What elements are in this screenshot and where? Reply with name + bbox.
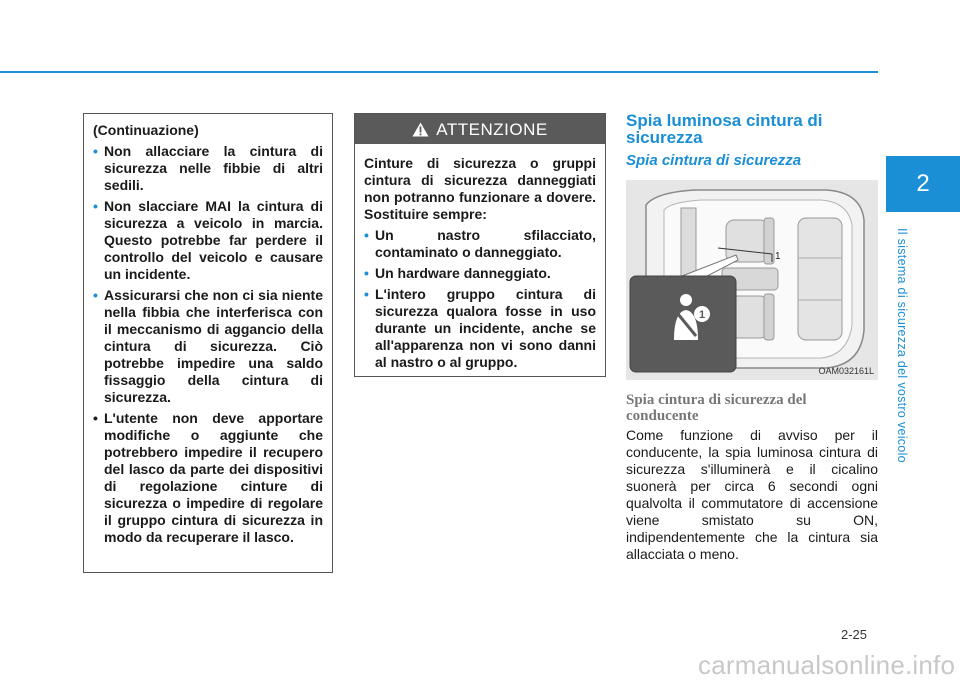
bullet-icon: • (364, 286, 369, 302)
car-interior-illustration (626, 180, 878, 380)
bullet-icon: • (93, 410, 98, 426)
watermark: carmanualsonline.info (698, 650, 956, 680)
list-item (364, 286, 596, 371)
subsection-heading: Spia cintura di sicurezza (626, 152, 802, 169)
list-item (364, 265, 596, 282)
bullet-icon: • (364, 265, 369, 281)
list-item-text: Un nastro sfilacciato, contaminato o danneggiato. (375, 227, 596, 260)
chapter-title: Il sistema di sicurezza del vostro veicolo (895, 228, 909, 463)
body-paragraph: Come funzione di avviso per il conducente, la spia luminosa cintura di sicurezza s'illuminerà e il cicalino suonerà per circa 6 secondi ogni qualvolta il commutatore di accensione viene smistato su ON, indipendentemente che la cintura sia allacciata o meno. (626, 427, 878, 562)
list-item (364, 227, 596, 261)
bullet-icon: • (93, 143, 98, 159)
figure-code: OAM032161L (818, 366, 874, 376)
list-item (93, 287, 323, 406)
bullet-icon: • (364, 227, 369, 243)
list-item-text: Un hardware danneggiato. (375, 265, 551, 281)
list-item (93, 143, 323, 194)
figure-callout-label: 1 (775, 251, 781, 262)
seatbelt-indicator-figure (626, 180, 878, 380)
warning-box (354, 113, 606, 377)
caution-continued-box (83, 113, 333, 573)
list-item-text: L'utente non deve apportare modifiche o aggiunte che potrebbero impedire il recupero del lasco da parte dei dispositivi di regolazione cinture di sicurezza o impedire di regolare il gruppo cintura di sicurezza in modo da recuperare il lasco. (104, 410, 323, 545)
bullet-icon: • (93, 287, 98, 303)
header-rule (0, 71, 878, 73)
list-item-text: Assicurarsi che non ci sia niente nella fibbia che interferisca con il meccanismo di aggancio della cintura di sicurezza. Ciò potrebbe impedire una saldo fissaggio della cintura di sicurezza. (104, 287, 323, 405)
chapter-tab (886, 156, 960, 212)
continued-label: (Continuazione) (93, 122, 199, 138)
list-item-text: L'intero gruppo cintura di sicurezza qualora fosse in uso durante un incidente, anche se all'apparenza non vi sono danni al nastro o al gruppo. (375, 286, 596, 370)
list-item (93, 410, 323, 546)
section-heading: Spia luminosa cintura di sicurezza (626, 111, 823, 147)
inset-callout-label: 1 (699, 309, 706, 321)
warning-triangle-icon (412, 122, 429, 137)
page-number: 2-25 (841, 627, 868, 642)
warning-body (355, 144, 605, 371)
warning-intro: Cinture di sicurezza o gruppi cintura di sicurezza danneggiati non potranno funzionare a dovere. Sostituire sempre: (364, 155, 596, 222)
warning-title: ATTENZIONE (436, 119, 548, 139)
chapter-title-container (895, 228, 919, 488)
list-item-text: Non slacciare MAI la cintura di sicurezza a veicolo in marcia. Questo potrebbe far perdere il controllo del veicolo e causare un incidente. (104, 198, 323, 282)
list-item-text: Non allacciare la cintura di sicurezza nelle fibbie di altri sedili. (104, 143, 323, 193)
list-item (93, 198, 323, 283)
warning-header (355, 114, 605, 144)
bullet-icon: • (93, 198, 98, 214)
chapter-number: 2 (916, 170, 930, 197)
section-title: Spia cintura di sicurezza del conducente (626, 392, 807, 424)
